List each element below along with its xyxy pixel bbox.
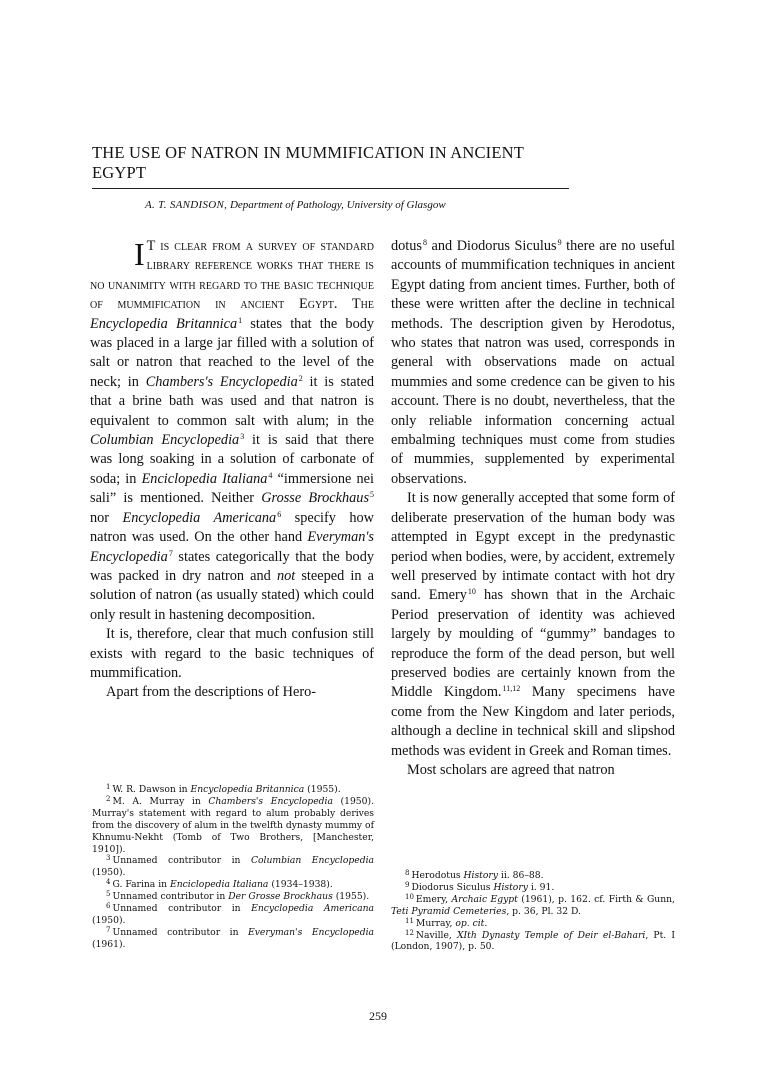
author-line	[145, 199, 446, 211]
footnote-ref: 7	[168, 548, 173, 558]
paragraph: dotus$^8$ and Diodorus Siculus$^9$ there are no useful accounts of mummification techniques in ancient Egypt dating from ancient times. Further, both of these were written after the decline in technical methods. The description given by Herodotus, who states that natron was used, corresponds in general with observations made on actual mummies and some credence can be given to his account. There is no doubt, nevertheless, that the only reliable information concerning actual embalming techniques must come from studies of mummies, supplemented by experimental observations.	[391, 238, 676, 487]
title-rule	[92, 188, 569, 189]
right-column	[391, 237, 675, 780]
paragraph: I T is clear from a survey of standard library reference works that there is no unanimity with regard to the basic technique of mummification in ancient Egypt. The Encyclopedia Britannica$^1$ states that the body was placed in a large jar filled with a solution of salt or natron that reached to the level of the neck; in Chambers's Encyclopedia$^2$ it is stated that a brine bath was used and that natron is equivalent to common salt with alum; in the Columbian Encyclopedia$^3$ it is said that there was long soaking in a solution of carbonate of soda; in Enciclopedia Italiana$^4$ “immersione nei sali” is mentioned. Neither Grosse Brockhaus$^5$ nor Encyclopedia Americana$^6$ specify how natron was used. On the other hand Everyman's Encyclopedia$^7$ states categorically that the body was packed in dry natron and not steeped in a solution of natron (as usually stated) which could only result in hastening decomposition.	[90, 236, 375, 623]
footnote: $^2$ M. A. Murray in Chambers's Encyclopedia (1950). Murray's statement with regard to alum probably derives from the discovery of alum in the twelfth dynasty mummy of Khnumu-Nekht (Tomb of Two Brothers, [Manchester, 1910]).	[92, 794, 374, 855]
footnote-ref: 11,12	[502, 684, 521, 694]
footnote: $^1$ W. R. Dawson in Encyclopedia Britannica (1955).	[106, 783, 341, 795]
footnote: $^4$ G. Farina in Enciclopedia Italiana (1934–1938).	[106, 878, 333, 891]
footnote-ref: 1	[238, 315, 243, 325]
footnote: $^3$ Unnamed contributor in Columbian Encyclopedia (1950).	[92, 854, 374, 879]
drop-cap: I	[134, 236, 145, 272]
footnote-ref: 10	[467, 587, 476, 597]
footnote-ref: 8	[422, 238, 427, 247]
author-name: A. T. SANDISON,	[145, 199, 228, 211]
paragraph: It is, therefore, clear that much confusion still exists with regard to the basic techniques of mummification.	[90, 626, 374, 681]
footnote: $^7$ Unnamed contributor in Everyman's Encyclopedia (1961).	[92, 925, 375, 950]
footnote: $^8$ Herodotus History ii. 86–88.	[405, 869, 544, 881]
footnote: $^9$ Diodorus Siculus History i. 91.	[405, 880, 555, 893]
article-title: THE USE OF NATRON IN MUMMIFICATION IN ANCIENT EGYPT	[92, 143, 524, 182]
page-number: 259	[369, 1009, 387, 1023]
footnote: $^6$ Unnamed contributor in Encyclopedia Americana (1950).	[92, 902, 375, 926]
footnote: $^{10}$ Emery, Archaic Egypt (1961), p. 162. cf. Firth & Gunn, Teti Pyramid Cemeteries, p. 36, Pl. 32 D.	[391, 892, 675, 917]
paragraph: Most scholars are agreed that natron	[407, 761, 615, 778]
footnote: $^{12}$ Naville, XIth Dynasty Temple of Deir el-Bahari, Pt. I (London, 1907), p. 50.	[391, 928, 676, 953]
footnote-ref: 9	[557, 238, 562, 247]
footnotes-left	[92, 784, 374, 951]
footnote-ref: 2	[298, 373, 303, 383]
footnote-ref: 4	[268, 470, 273, 480]
footnote: $^5$ Unnamed contributor in Der Grosse Brockhaus (1955).	[106, 890, 370, 903]
footnote-ref: 5	[370, 490, 375, 500]
author-affiliation: Department of Pathology, University of Glasgow	[229, 199, 446, 211]
footnote: $^{11}$ Murray, op. cit.	[405, 916, 488, 929]
paragraph: It is now generally accepted that some form of deliberate preservation of the human body was attempted in Egypt except in the predynastic period when bodies, were, by accident, extremely well preserved by intimate contact with hot dry sand. Emery$^{10}$ has shown that in the Archaic Period preservation of identity was achieved largely by moulding of “gummy” bandages to reproduce the form of the dead person, but well preserved bodies are certainly known from the Middle Kingdom.$^{11,12}$ Many specimens have come from the New Kingdom and later periods, although a decline in technical skill and slipshod methods was evident in Greek and Roman times.	[391, 490, 675, 759]
footnote-ref: 6	[277, 509, 282, 519]
footnote-ref: 3	[240, 432, 245, 442]
left-column	[90, 237, 374, 703]
paragraph: Apart from the descriptions of Hero-	[106, 684, 317, 701]
footnotes-right	[391, 870, 675, 953]
